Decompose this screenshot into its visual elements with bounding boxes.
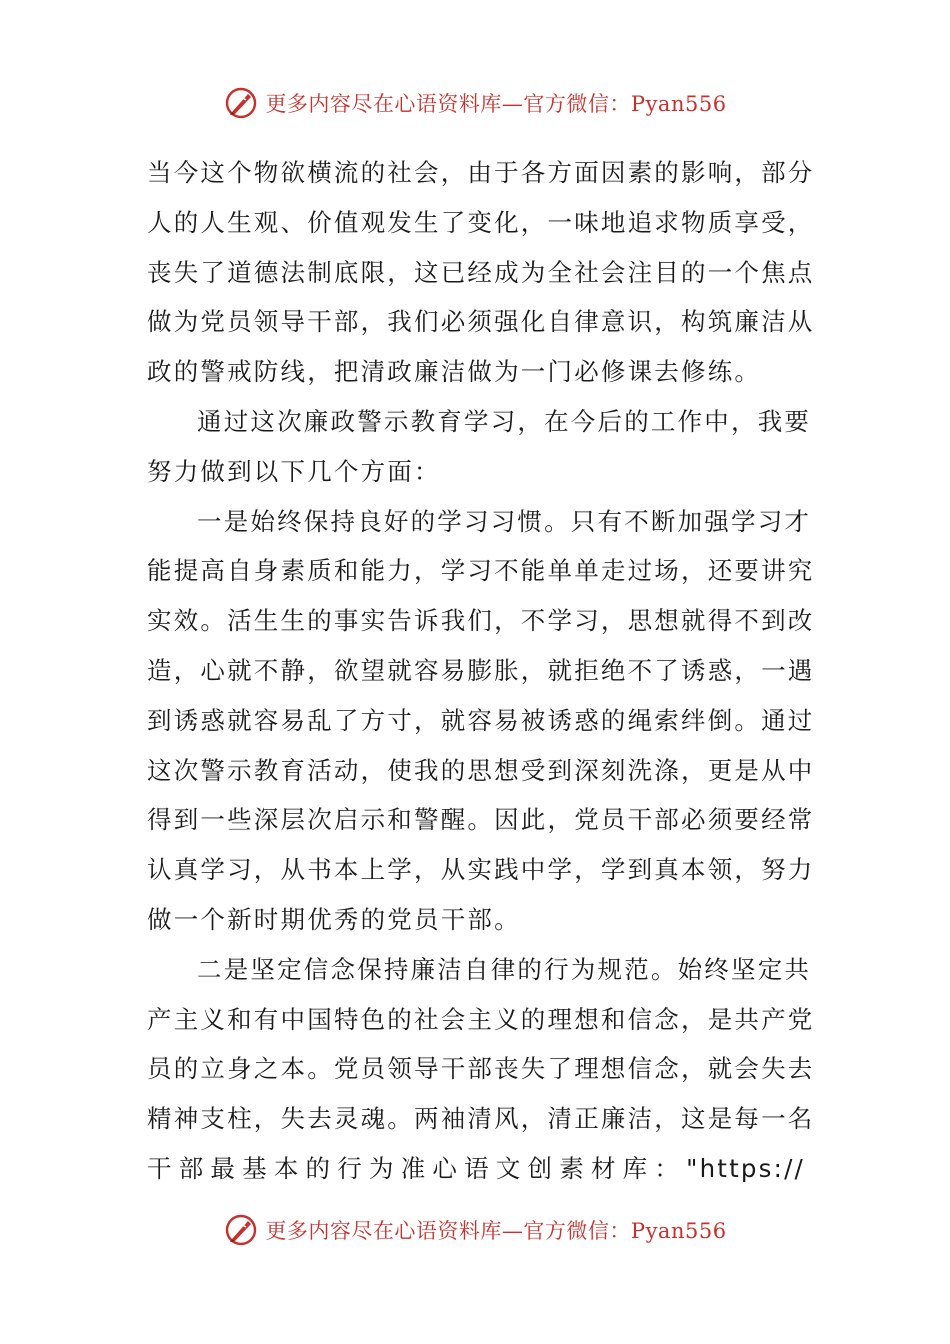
body-line: 丧失了道德法制底限，这已经成为全社会注目的一个焦点 [147,257,815,287]
body-line: 干部最基本的行为准心语文创素材库："https:// [147,1153,805,1183]
body-line: 一是始终保持良好的学习习惯。只有不断加强学习才 [197,506,812,536]
body-line: 认真学习，从书本上学，从实践中学，学到真本领，努力 [147,855,815,885]
body-line: 通过这次廉政警示教育学习，在今后的工作中，我要 [197,406,812,436]
footer-banner [0,1210,950,1250]
body-line: 能提高自身素质和能力，学习不能单单走过场，还要讲究 [147,556,815,586]
body-line: 努力做到以下几个方面： [147,456,441,486]
body-line: 做一个新时期优秀的党员干部。 [147,904,521,934]
body-line: 到诱惑就容易乱了方寸，就容易被诱惑的绳索绊倒。通过 [147,705,815,735]
body-line: 人的人生观、价值观发生了变化，一味地追求物质享受， [147,207,815,237]
body-line: 当今这个物欲横流的社会，由于各方面因素的影响，部分 [147,158,815,187]
header-banner [0,83,950,123]
document-body [147,148,815,1194]
header-banner-text: 更多内容尽在心语资料库—官方微信：Pyan556 [265,92,727,116]
body-line: 产主义和有中国特色的社会主义的理想和信念，是共产党 [147,1004,815,1034]
body-line: 政的警戒防线，把清政廉洁做为一门必修课去修练。 [147,357,762,387]
pen-logo-icon [223,1212,259,1248]
body-line: 做为党员领导干部，我们必须强化自律意识，构筑廉洁从 [147,307,815,337]
body-line: 得到一些深层次启示和警醒。因此，党员干部必须要经常 [147,805,815,835]
body-line: 二是坚定信念保持廉洁自律的行为规范。始终坚定共 [197,954,812,984]
body-line: 实效。活生生的事实告诉我们，不学习，思想就得不到改 [147,606,815,636]
footer-banner-text: 更多内容尽在心语资料库—官方微信：Pyan556 [265,1219,727,1243]
body-line: 这次警示教育活动，使我的思想受到深刻洗涤，更是从中 [147,755,815,785]
body-line: 造，心就不静，欲望就容易膨胀，就拒绝不了诱惑，一遇 [147,655,815,685]
body-line: 员的立身之本。党员领导干部丧失了理想信念，就会失去 [147,1054,815,1084]
body-line: 精神支柱，失去灵魂。两袖清风，清正廉洁，这是每一名 [147,1104,815,1134]
pen-logo-icon [223,85,259,121]
